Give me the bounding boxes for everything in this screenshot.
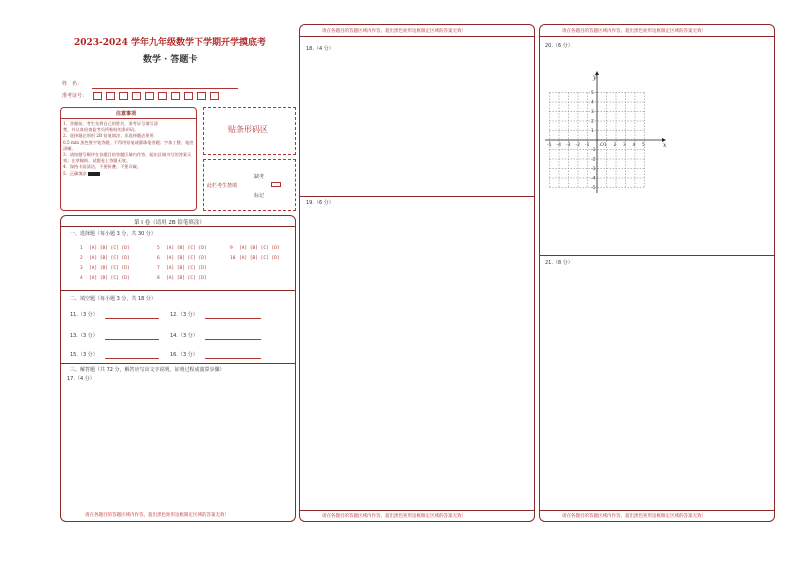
- y-tick-label: -2: [591, 157, 596, 163]
- fill-title: 二、填空题（每小题 3 分，共 18 分）: [70, 296, 156, 302]
- exam-no-cell[interactable]: [158, 92, 167, 100]
- y-tick-label: -5: [591, 186, 596, 191]
- x-tick-label: -4: [556, 143, 561, 148]
- fill-q12: 12.（3 分）: [170, 312, 198, 318]
- q21-label: 21.（8 分）: [545, 260, 573, 266]
- mc-question-row[interactable]: [80, 266, 130, 271]
- footer-warning-2: 请在各题目的答题区域内作答，超出黑色矩形边框限定区域的答案无效！: [322, 514, 466, 519]
- y-tick-label: 2: [591, 119, 594, 125]
- mc-question-row[interactable]: [80, 246, 130, 251]
- exam-no-cell[interactable]: [93, 92, 102, 100]
- mc-question-number: 7: [157, 266, 160, 271]
- x-tick-label: 5: [642, 143, 645, 148]
- exam-no-cell[interactable]: [132, 92, 141, 100]
- mc-option-bubbles[interactable]: [A] [B] [C] [D]: [239, 246, 280, 251]
- q18-label: 18.（4 分）: [306, 46, 334, 52]
- notice-item-5: [63, 171, 194, 177]
- exam-no-cell[interactable]: [119, 92, 128, 100]
- y-axis-label: y: [593, 74, 597, 81]
- q19-label: 19.（6 分）: [306, 200, 334, 206]
- notice-items: [63, 121, 194, 177]
- mc-question-row[interactable]: [157, 266, 207, 271]
- mc-question-row[interactable]: [157, 256, 207, 261]
- notice-item-4: 4．保持卡面清洁，不要折叠、不要弄破。: [63, 164, 142, 170]
- y-tick-label: 5: [591, 91, 594, 96]
- y-tick-label: -4: [591, 176, 596, 182]
- x-tick-label: 2: [613, 143, 617, 148]
- col2-bottom-divider: [299, 510, 535, 511]
- mc-option-bubbles[interactable]: [A] [B] [C] [D]: [239, 256, 280, 261]
- x-tick-label: 3: [623, 143, 626, 148]
- solve-title: 三、解答题（共 72 分，解答应写出文字说明、证明过程或演算步骤）: [70, 367, 225, 373]
- notice-item-3: 3．请按题号顺序在各题目的答题区域内作答，超出区域书写的答案无效；在草稿纸、试题卷上答题无效。: [63, 152, 192, 164]
- mc-option-bubbles[interactable]: [A] [B] [C] [D]: [89, 276, 130, 281]
- y-tick-label: -3: [591, 167, 596, 172]
- fill-q16: 16.（3 分）: [170, 352, 198, 358]
- x-tick-label: -5: [547, 143, 552, 148]
- mc-option-bubbles[interactable]: [A] [B] [C] [D]: [89, 266, 130, 271]
- x-axis-label: x: [663, 142, 667, 149]
- fill-q15: 15.（3 分）: [70, 352, 98, 358]
- mc-question-number: 10: [230, 256, 236, 261]
- exam-no-cell[interactable]: [184, 92, 193, 100]
- page-subtitle: 数学 · 答题卡: [143, 55, 198, 65]
- x-tick-label: 4: [632, 143, 636, 148]
- answer-line-13[interactable]: [105, 339, 159, 340]
- exam-no-cell[interactable]: [171, 92, 180, 100]
- x-tick-label: 1: [604, 143, 607, 148]
- notice-item-1: 1．答题前，考生先将自己的姓名，准考证号填写清: [63, 121, 158, 126]
- name-line[interactable]: [92, 88, 238, 89]
- mc-divider: [60, 290, 296, 291]
- mc-question-number: 4: [80, 276, 83, 281]
- mc-question-row[interactable]: [80, 276, 130, 281]
- fill-divider: [60, 363, 296, 364]
- mc-option-bubbles[interactable]: [A] [B] [C] [D]: [89, 256, 130, 261]
- header-warning-2: 请在各题目的答题区域内作答，超出黑色矩形边框限定区域的答案无效！: [322, 29, 466, 34]
- tick-labels: [547, 90, 645, 191]
- header-warning-3: 请在各题目的答题区域内作答，超出黑色矩形边框限定区域的答案无效！: [562, 29, 706, 34]
- q21-answer-area[interactable]: [540, 258, 774, 508]
- q19-answer-area[interactable]: [300, 198, 534, 508]
- mc-question-number: 8: [157, 276, 160, 281]
- exam-no-cell[interactable]: [106, 92, 115, 100]
- mc-question-row[interactable]: [230, 256, 280, 261]
- col2-top-divider: [299, 36, 535, 37]
- answer-line-16[interactable]: [205, 358, 261, 359]
- mc-question-row[interactable]: [157, 276, 207, 281]
- fill-q13: 13.（3 分）: [70, 333, 98, 339]
- fill-q14: 14.（3 分）: [170, 333, 198, 339]
- answer-line-12[interactable]: [205, 318, 261, 319]
- answer-line-11[interactable]: [105, 318, 159, 319]
- absent-mark-label: 标记: [254, 193, 265, 199]
- notice-item-5-text: 5．正确填涂: [63, 170, 87, 176]
- mc-option-bubbles[interactable]: [A] [B] [C] [D]: [166, 266, 207, 271]
- y-tick-label: 1: [591, 129, 594, 134]
- mc-question-number: 9: [230, 246, 233, 251]
- barcode-label: 贴条形码区: [228, 125, 268, 134]
- notice-item-2: 2．选择题必须用 2B 铅笔填涂；非选择题必须用: [63, 133, 154, 139]
- mc-title: 一、选择题（每小题 3 分，共 30 分）: [70, 231, 156, 237]
- mc-question-row[interactable]: [157, 246, 207, 251]
- col3-top-divider: [539, 36, 775, 37]
- notice-title: 注意事项: [116, 111, 137, 117]
- exam-no-cell[interactable]: [210, 92, 219, 100]
- fill-q11: 11.（3 分）: [70, 312, 98, 318]
- x-tick-label: -3: [566, 143, 571, 148]
- absent-label: 缺考: [254, 174, 265, 180]
- mc-option-bubbles[interactable]: [A] [B] [C] [D]: [166, 256, 207, 261]
- x-tick-label: -1: [585, 143, 590, 148]
- filled-mark-sample: [88, 172, 100, 176]
- col2-mid-divider: [299, 196, 535, 197]
- mc-question-number: 3: [80, 266, 83, 271]
- notice-divider: [60, 118, 197, 119]
- name-label: 姓 名：: [62, 81, 83, 87]
- footer-warning-1: 请在各题目的答题区域内作答，超出黑色矩形边框限定区域的答案无效！: [85, 513, 229, 518]
- section1-divider: [60, 226, 296, 227]
- coordinate-grid[interactable]: [540, 65, 670, 195]
- absent-forbid: 此栏考生禁填: [207, 183, 238, 189]
- mc-question-row[interactable]: [80, 256, 130, 261]
- y-tick-label: -1: [591, 148, 596, 153]
- y-tick-label: 4: [591, 100, 594, 106]
- q20-label: 20.（6 分）: [545, 43, 573, 49]
- page-title: 2023-2024 学年九年级数学下学期开学摸底考: [74, 38, 266, 48]
- q17-label: 17.（4 分）: [67, 376, 95, 382]
- footer-warning-3: 请在各题目的答题区域内作答，超出黑色矩形边框限定区域的答案无效！: [562, 514, 706, 519]
- q18-answer-area[interactable]: [300, 40, 534, 195]
- exam-no-label: 准考证号：: [62, 93, 88, 99]
- origin-label: O: [600, 142, 605, 148]
- mc-question-number: 1: [80, 246, 83, 251]
- section1-header: 第 I 卷（请用 2B 铅笔填涂）: [134, 220, 205, 226]
- mc-question-row[interactable]: [230, 246, 280, 251]
- notice-item-1b: 楚，并认真检查监考员所粘贴的条形码。: [63, 127, 139, 133]
- exam-no-cell[interactable]: [145, 92, 154, 100]
- col3-mid-divider: [539, 255, 775, 256]
- mc-question-number: 2: [80, 256, 83, 261]
- mc-option-bubbles[interactable]: [A] [B] [C] [D]: [166, 276, 207, 281]
- answer-line-14[interactable]: [205, 339, 261, 340]
- y-tick-label: 3: [591, 110, 594, 115]
- mc-question-number: 5: [157, 246, 160, 251]
- answer-line-15[interactable]: [105, 358, 159, 359]
- absent-checkbox[interactable]: [271, 182, 281, 187]
- mc-option-bubbles[interactable]: [A] [B] [C] [D]: [89, 246, 130, 251]
- exam-no-cell[interactable]: [197, 92, 206, 100]
- mc-option-bubbles[interactable]: [A] [B] [C] [D]: [166, 246, 207, 251]
- axes: [545, 71, 666, 193]
- q17-answer-area[interactable]: [60, 375, 296, 510]
- notice-item-2b: 0.5 mm 黑色签字笔答题，不得用铅笔或圆珠笔答题；字体工整、笔迹清晰。: [63, 139, 194, 151]
- x-tick-label: -2: [575, 143, 580, 148]
- mc-question-number: 6: [157, 256, 160, 261]
- col3-bottom-divider: [539, 510, 775, 511]
